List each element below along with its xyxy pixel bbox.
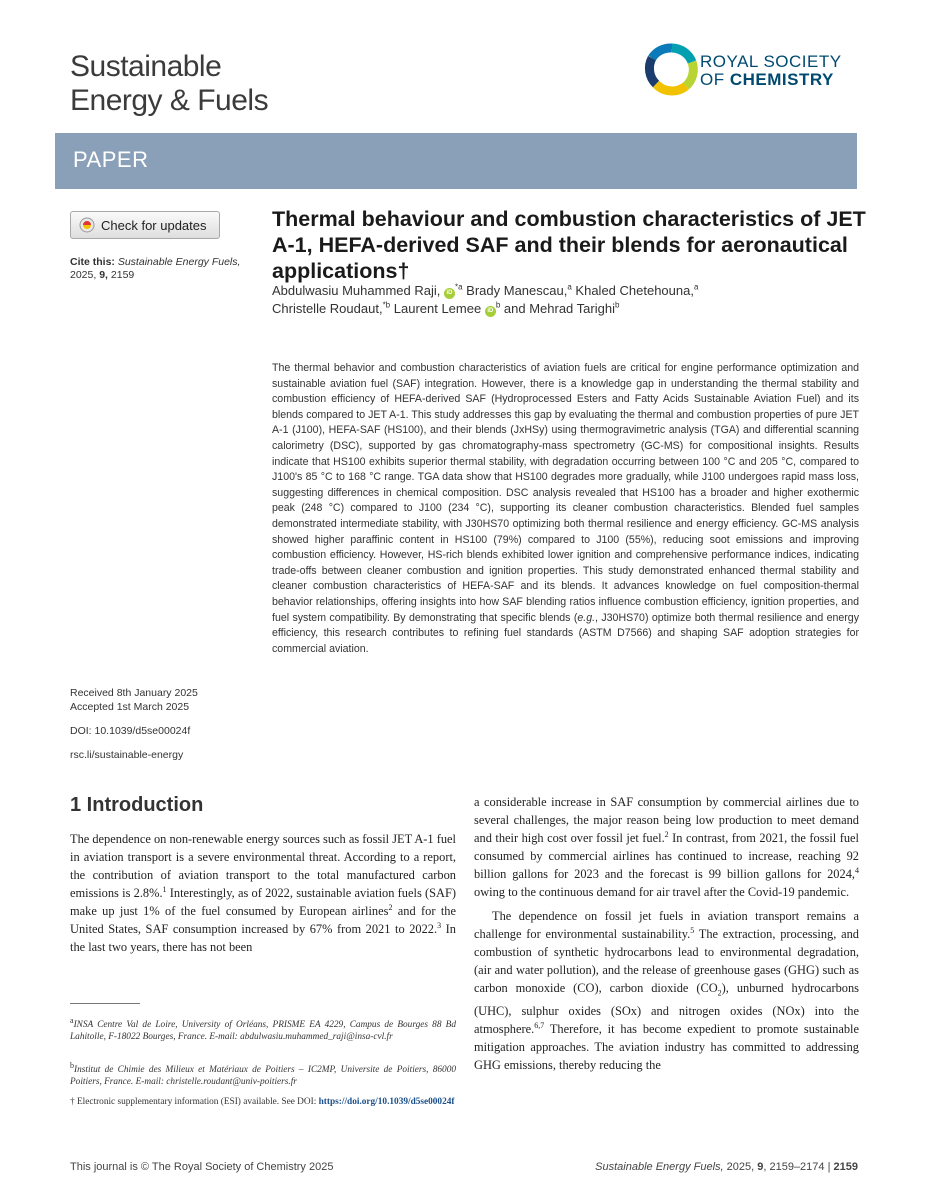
- check-for-updates-button[interactable]: [70, 211, 220, 239]
- rsc-wordmark: [700, 53, 842, 89]
- journal-title: [70, 50, 268, 118]
- author-list: Abdulwasiu Muhammed Raji, $iD^{*a}$ Brady Manescau,$^a$ Khaled Chetehouna,$^a$ Christelle Roudaut,$^{*b}$ Laurent Lemee $iD^b$ and Mehrad Tarighi$^b$: [272, 282, 699, 316]
- journal-title-line-2: Energy & Fuels: [70, 84, 269, 117]
- article-type-label: PAPER: [73, 147, 149, 172]
- doi[interactable]: DOI: 10.1039/d5se00024f: [70, 725, 191, 737]
- section-heading: 1 Introduction: [70, 794, 204, 816]
- accepted-date: Accepted 1st March 2025: [70, 701, 190, 713]
- check-updates-icon: [79, 217, 95, 233]
- affiliation-b: $^b$Institut de Chimie des Milieux et Matériaux de Poitiers – IC2MP, Universite de Poitiers, 86000 Poitiers, France. E-mail: christelle.roudant@univ-poitiers.fr: [70, 1060, 456, 1087]
- received-date: Received 8th January 2025: [70, 687, 198, 699]
- intro-column-1: The dependence on non-renewable energy sources such as fossil JET A-1 fuel in aviation transport is a severe environmental threat. According to a report, the contribution of aviation transport to the total manufactured carbon emissions is 2.8%.$^1$ Interestingly, as of 2022, sustainable aviation fuels (SAF) make up just 1% of the fuel consumed by European airlines$^2$ and for the United States, SAF consumption increased by 67% from 2021 to 2022.$^3$ In the last two years, there has not been: [70, 832, 456, 954]
- esi-doi-link[interactable]: https://doi.org/10.1039/d5se00024f: [318, 1097, 455, 1107]
- footer-copyright: This journal is © The Royal Society of Chemistry 2025: [70, 1161, 334, 1173]
- rsc-line-2: OF CHEMISTRY: [700, 70, 834, 89]
- esi-note: † Electronic supplementary information (ESI) available. See DOI: https://doi.org/10.1039/d5se00024f: [70, 1097, 455, 1107]
- affiliation-a: $^a$INSA Centre Val de Loire, University of Orléans, PRISME EA 4229, Campus de Bourges 88 Bd Lahitolle, F-18022 Bourges, France. E-mail: abdulwasiu.muhammed_raji@insa-cvl.fr: [70, 1015, 456, 1042]
- check-for-updates-label: Check for updates: [101, 217, 207, 233]
- journal-title-line-1: Sustainable: [70, 50, 222, 83]
- journal-url-link[interactable]: rsc.li/sustainable-energy: [70, 749, 184, 761]
- footer-citation: Sustainable Energy Fuels, 2025, 9, 2159–2174 | 2159: [595, 1161, 858, 1173]
- abstract: The thermal behavior and combustion characteristics of aviation fuels are critical for engine performance optimization and sustainable aviation fuel (SAF) integration. However, there is a knowledge gap in understanding the thermal stability and combustion efficiency of HEFA-derived SAF (Hydroprocessed Esters and Fatty Acids Sustainable Aviation Fuel) and its blends compared to JET A-1. This study addresses this gap by evaluating the thermal and combustion properties of pure JET A-1 (J100), HEFA-SAF (HS100), and their blends (JxHSy) using thermogravimetric analysis (TGA) and differential scanning calorimetry (DSC), supported by gas chromatography-mass spectrometry (GC-MS) for compositional insights. Results indicate that HS100 exhibits superior thermal stability, with degradation occurring between 100 °C and 205 °C, compared to J100's 85 °C to 168 °C range. TGA data show that HS100 degrades more gradually, while J100 undergoes rapid mass loss, suggesting differences in chemical composition. DSC analysis revealed that HS100 has a broader and higher exothermic peak (248 °C) compared to J100 (234 °C), supporting its cleaner combustion characteristics. Blended fuel samples demonstrated intermediate stability, with J30HS70 optimizing both thermal resilience and energy efficiency. GC-MS analysis showed higher paraffinic content in HS100 (79%) compared to J100 (55%), reducing soot emissions and improving combustion efficiency. However, HS-rich blends exhibited lower ignition and comprehensive performance indices, indicating trade-offs between cleaner combustion and ignition properties. This study demonstrated enhanced thermal stability and cleaner combustion characteristics of HEFA-SAF and its blends. It advances knowledge on fuel composition-thermal behavior relationships, offering insights into how SAF blending ratios influence combustion efficiency, ignition properties, and fuel system compatibility. By demonstrating that specific blends (e.g., J30HS70) optimize both thermal resilience and energy efficiency, this research contributes to refining fuel standards (ASTM D7566) and shaping SAF adoption strategies for commercial aviation.: [272, 362, 859, 655]
- article-title: Thermal behaviour and combustion characteristics of JET A-1, HEFA-derived SAF and their blends for aeronautical applications†: [272, 207, 866, 283]
- intro-column-2: [474, 793, 859, 1074]
- article-type-banner: [55, 133, 857, 189]
- article-meta: [70, 686, 260, 762]
- paragraph: The dependence on fossil jet fuels in aviation transport remains a challenge for environmental sustainability.$^5$ The extraction, processing, and combustion of synthetic hydrocarbons lead to environmental degradation, (air and water pollution), and the release of greenhouse gases (GHG) such as carbon monoxide (CO), carbon dioxide $(CO_2)$, unburned hydrocarbons (UHC), sulphur oxides (SOx) and nitrogen oxides (NOx) into the atmosphere.$^{6,7}$ Therefore, it has become expedient to promote sustainable mitigation approaches. The aviation industry has committed to addressing GHG emissions, thereby reducing the: [474, 909, 859, 1073]
- footnote-divider: [70, 1003, 140, 1004]
- citation-block: Cite this: Sustainable Energy Fuels, 2025, 9, 2159: [70, 256, 241, 281]
- page-number: 2159: [833, 1161, 858, 1173]
- orcid-icon[interactable]: iD: [485, 306, 496, 317]
- paragraph: a considerable increase in SAF consumption by commercial airlines due to several challenges, the major reason being low production to meet demand and their high cost over fossil jet fuel.$^2$ In contrast, from 2021, the fossil fuel consumed by commercial airlines has continued to increase, reaching 92 billion gallons for 2023 and the forecast is 99 billion gallons for 2024,$^4$ owing to the continuous demand for air travel after the Covid-19 pandemic.: [474, 795, 859, 899]
- orcid-icon[interactable]: iD: [444, 288, 455, 299]
- rsc-line-1: ROYAL SOCIETY: [700, 52, 842, 71]
